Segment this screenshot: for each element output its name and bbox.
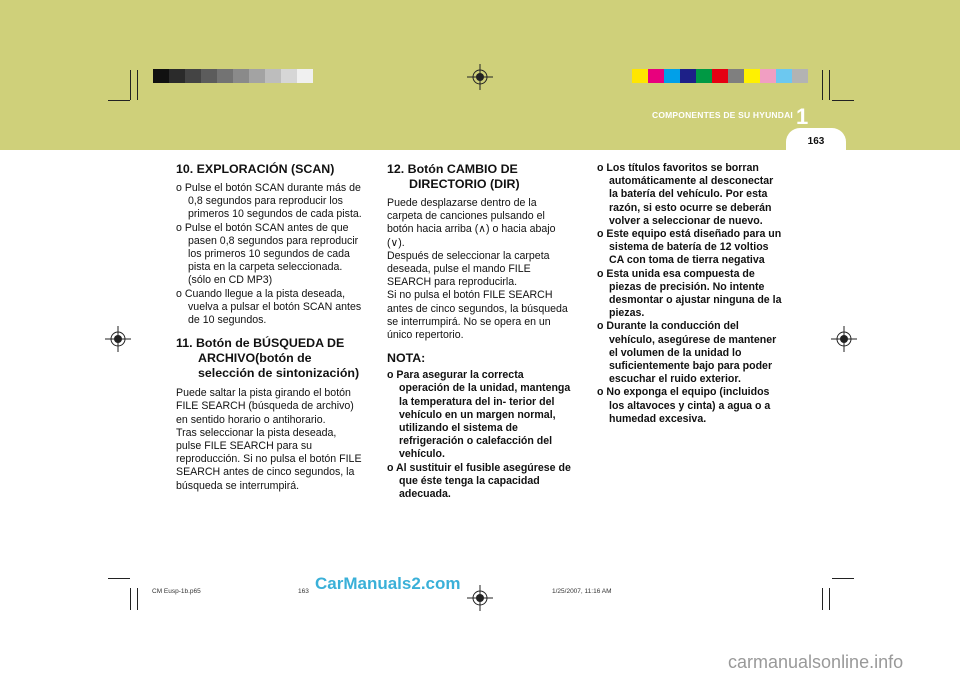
color-swatch [744,69,760,83]
footer-page: 163 [298,588,309,595]
list-item: o Pulse el botón SCAN antes de que pasen 0,8 segundos para reproducir los primeros 10 segundos de cada pista en la carpeta seleccionada. (sólo en CD MP3) [176,221,359,287]
color-swatch [249,69,265,83]
paragraph: Puede saltar la pista girando el botón FILE SEARCH (búsqueda de archivo) en sentido horario o antihorario. [176,387,354,426]
heading-file-search: 11. Botón de BÚSQUEDA DE ARCHIVO(botón de selección de sintonización) [176,336,360,381]
paragraph: Después de seleccionar la carpeta deseada, pulse el mando FILE SEARCH para reproducirla. [387,249,550,289]
paragraph: Si no pulsa el botón FILE SEARCH antes de cinco segundos, la búsqueda se interrumpirá. No se opera en un único repertorio. [387,289,568,342]
color-swatch [297,69,313,83]
crop-mark [108,578,130,579]
crop-mark [829,70,830,100]
color-swatch [776,69,792,83]
color-swatch [664,69,680,83]
footer-date: 1/25/2007, 11:16 AM [552,588,612,595]
crop-mark [822,588,823,610]
crop-mark [137,70,138,100]
color-swatch [760,69,776,83]
list-item: o Pulse el botón SCAN durante más de 0,8 segundos para reproducir los primeros 10 segundos de cada pista. [176,182,362,221]
list-item: o Al sustituir el fusible asegúrese de que éste tenga la capacidad adecuada. [387,461,571,501]
color-swatch [201,69,217,83]
list-item: o No exponga el equipo (incluidos los altavoces y cinta) a agua o a humedad excesiva. [597,386,771,425]
color-swatch [233,69,249,83]
color-swatch [696,69,712,83]
note-heading: NOTA: [387,351,426,366]
list-item: o Los títulos favoritos se borran automáticamente al desconectar la batería del vehículo. Por esta razón, si esto ocurre se deberán volver a seleccionar de nuevo. [597,162,774,227]
color-swatch [648,69,664,83]
crop-mark [130,588,131,610]
chapter-number: 1 [796,104,809,129]
crop-mark [832,100,854,101]
crop-mark [822,70,823,100]
crop-mark [137,588,138,610]
color-swatch [169,69,185,83]
column-1 [176,162,364,493]
watermark: CarManuals2.com [315,574,461,593]
column-2 [387,162,574,501]
color-swatch [712,69,728,83]
registration-mark-icon [105,326,131,352]
heading-dir: 12. Botón CAMBIO DE DIRECTORIO (DIR) [387,162,520,191]
heading-scan: 10. EXPLORACIÓN (SCAN) [176,162,335,176]
process-color-bar [632,69,808,83]
color-swatch [265,69,281,83]
chapter-title: COMPONENTES DE SU HYUNDAI [651,110,793,120]
watermark: carmanualsonline.info [728,652,904,672]
crop-mark [130,70,131,100]
list-item: o Cuando llegue a la pista deseada, vuelva a pulsar el botón SCAN antes de 10 segundos. [176,287,362,327]
registration-mark-icon [831,326,857,352]
color-swatch [680,69,696,83]
color-swatch [281,69,297,83]
color-swatch [632,69,648,83]
color-swatch [792,69,808,83]
color-swatch [217,69,233,83]
page-number: 163 [807,136,825,147]
paragraph: Tras seleccionar la pista deseada, pulse FILE SEARCH para su reproducción. Si no pulsa el botón FILE SEARCH antes de cinco segundos, la búsqueda se interrumpirá. [176,426,362,492]
color-swatch [185,69,201,83]
crop-mark [108,100,130,101]
registration-mark-icon [467,64,493,90]
column-3 [597,162,784,426]
color-swatch [153,69,169,83]
registration-mark-icon [467,585,493,611]
list-item: o Durante la conducción del vehículo, asegúrese de mantener el volumen de la unidad lo suficientemente bajo para poder escuchar el ruido exterior. [597,320,777,386]
footer-filename: CM Eusp-1b.p65 [152,588,201,595]
gray-color-bar [153,69,313,83]
color-swatch [728,69,744,83]
paragraph: Puede desplazarse dentro de la carpeta de canciones pulsando el botón hacia arriba (∧) o hacia abajo (∨). [387,197,556,249]
list-item: o Para asegurar la correcta operación de la unidad, mantenga la temperatura del in- terior del vehículo en un margen normal, utilizando el sistema de refrigeración o calefacción del vehículo. [387,369,571,461]
crop-mark [832,578,854,579]
crop-mark [829,588,830,610]
list-item: o Esta unida esa compuesta de piezas de precisión. No intente desmontar o ajustar ninguna de la piezas. [597,267,782,320]
list-item: o Este equipo está diseñado para un sistema de batería de 12 voltios CA con toma de tierra negativa [597,228,782,267]
